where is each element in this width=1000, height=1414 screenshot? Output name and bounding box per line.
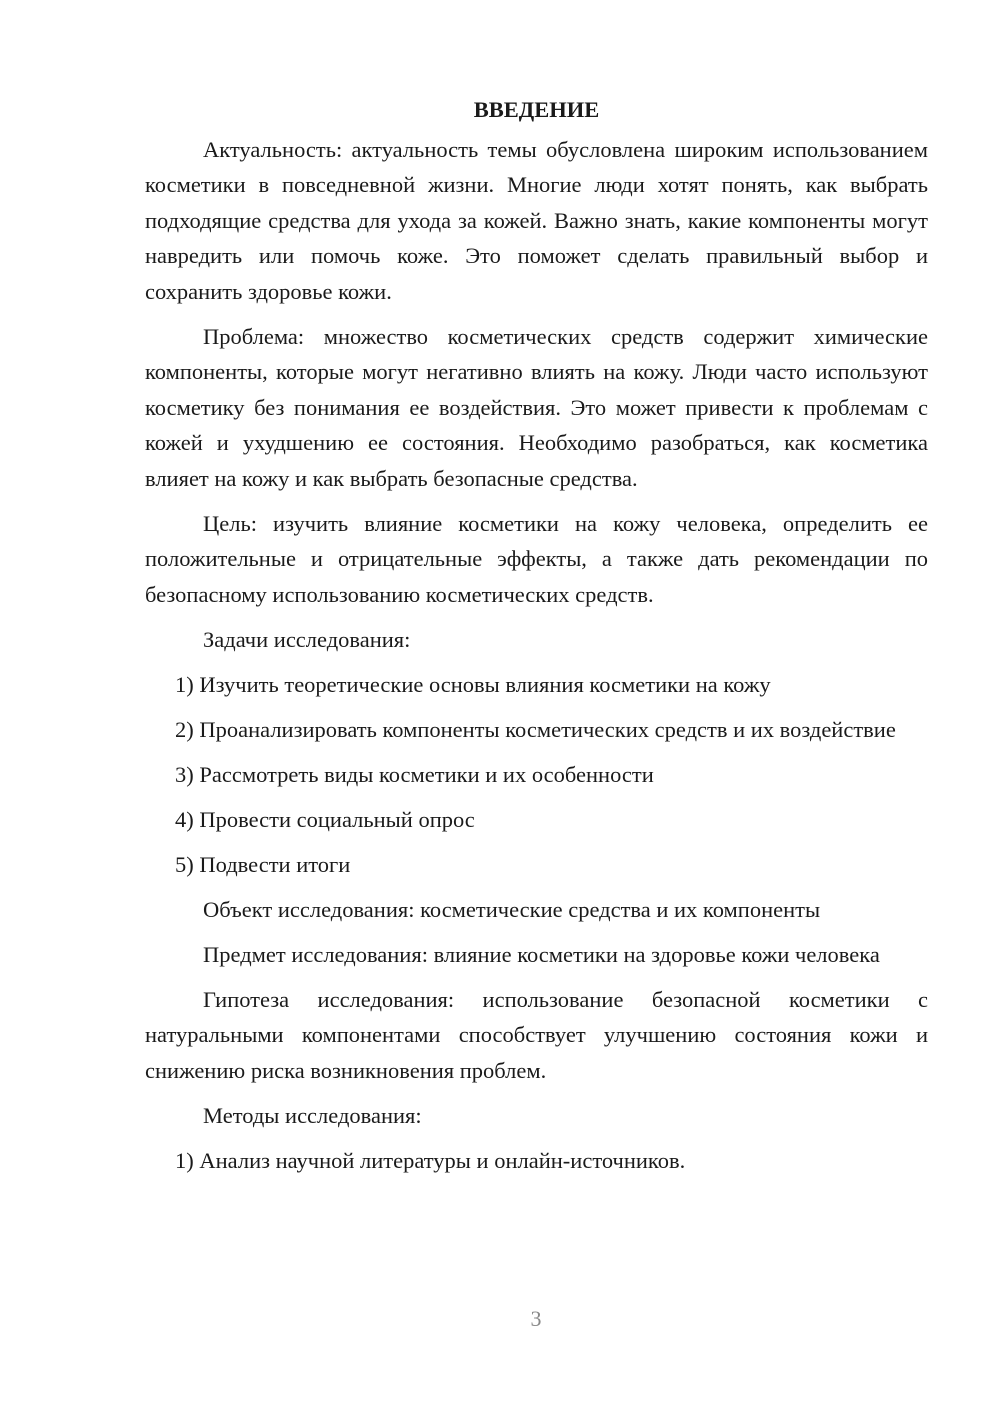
methods-heading: Методы исследования: xyxy=(203,1102,422,1128)
task-item: 4) Провести социальный опрос xyxy=(175,806,475,832)
method-item: 1) Анализ научной литературы и онлайн-источников. xyxy=(175,1147,686,1173)
tasks-heading: Задачи исследования: xyxy=(203,626,411,652)
page-number: 3 xyxy=(530,1306,542,1331)
task-item: 3) Рассмотреть виды косметики и их особенности xyxy=(175,761,654,787)
document-page xyxy=(145,92,928,1188)
problem-paragraph: Проблема: множество косметических средств содержит химические компоненты, которые могут негативно влиять на кожу. Люди часто используют косметику без понимания ее воздействия. Это может привести к проблемам с кожей и ухудшению ее состояния. Необходимо разобраться, как косметика влияет на кожу и как выбрать безопасные средства. xyxy=(145,323,928,491)
task-item: 1) Изучить теоретические основы влияния косметики на кожу xyxy=(175,671,771,697)
relevance-paragraph: Актуальность: актуальность темы обусловлена широким использованием косметики в повседневной жизни. Многие люди хотят понять, как выбрать подходящие средства для ухода за кожей. Важно знать, какие компоненты могут навредить или помочь коже. Это поможет сделать правильный выбор и сохранить здоровье кожи. xyxy=(145,136,928,304)
subject-paragraph: Предмет исследования: влияние косметики на здоровье кожи человека xyxy=(203,941,880,967)
section-title: ВВЕДЕНИЕ xyxy=(473,97,600,122)
task-item: 5) Подвести итоги xyxy=(175,851,351,877)
object-paragraph: Объект исследования: косметические средства и их компоненты xyxy=(203,896,821,922)
task-item: 2) Проанализировать компоненты косметических средств и их воздействие xyxy=(175,716,896,742)
hypothesis-paragraph: Гипотеза исследования: использование безопасной косметики с натуральными компонентами способствует улучшению состояния кожи и снижению риска возникновения проблем. xyxy=(145,986,928,1083)
goal-paragraph: Цель: изучить влияние косметики на кожу человека, определить ее положительные и отрицательные эффекты, а также дать рекомендации по безопасному использованию косметических средств. xyxy=(145,510,928,607)
